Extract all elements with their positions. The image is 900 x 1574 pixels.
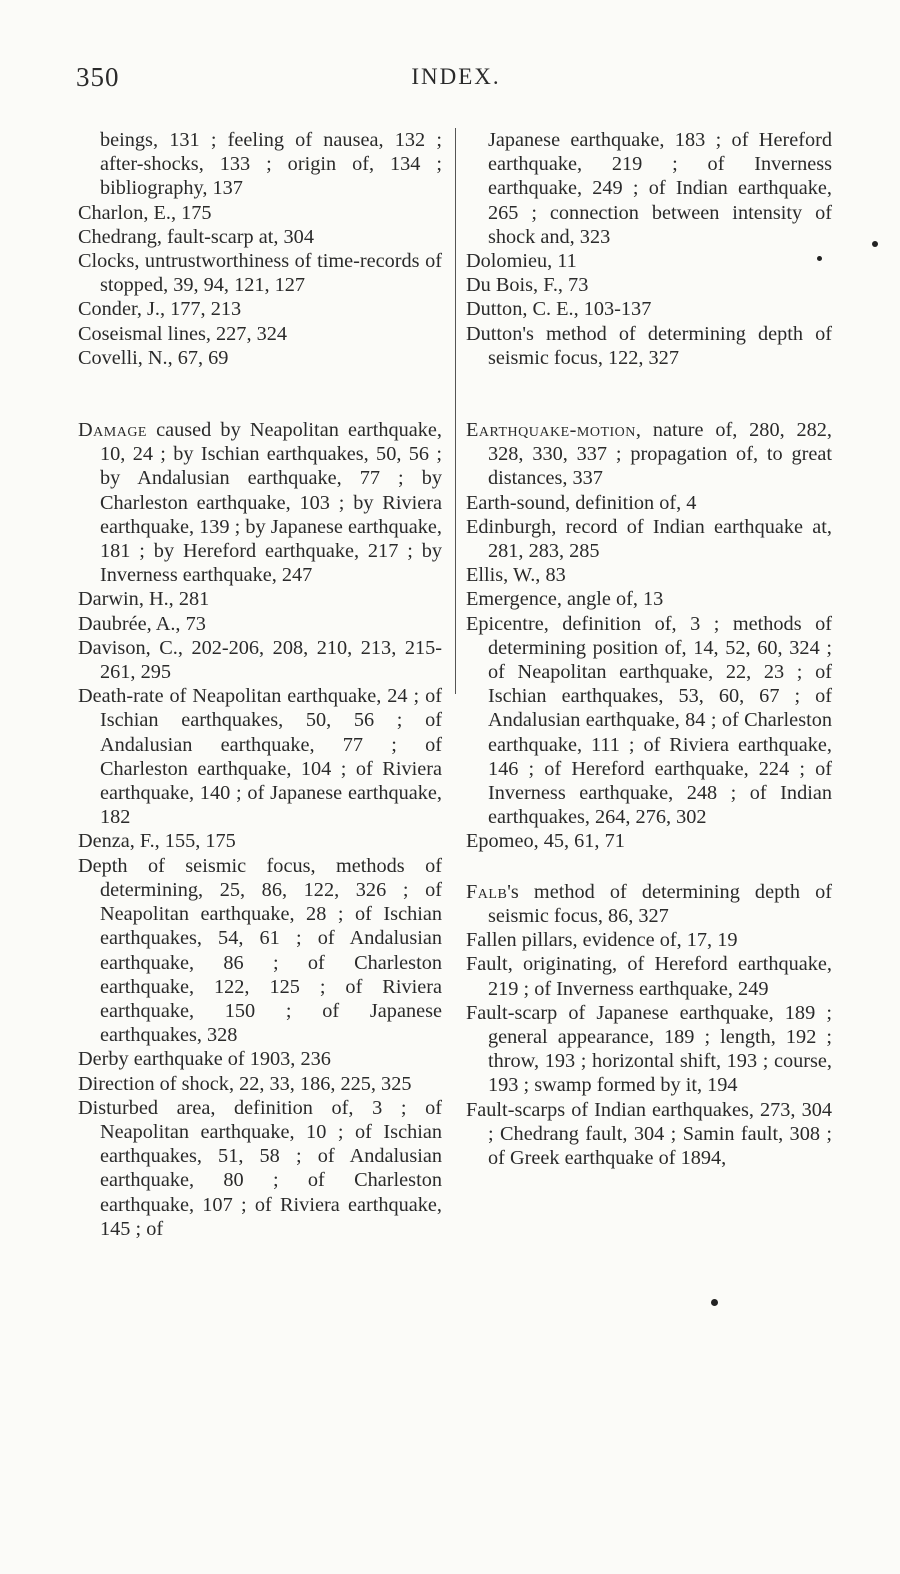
index-entry: Direction of shock, 22, 33, 186, 225, 325 xyxy=(78,1072,412,1095)
continuation-text: beings, 131 ; feeling of nausea, 132 ; after-shocks, 133 ; origin of, 134 ; bibliography, 137 xyxy=(100,129,442,200)
index-entry-falb xyxy=(466,880,832,928)
index-entry: Chedrang, fault-scarp at, 304 xyxy=(78,225,314,248)
entry-head: Falb xyxy=(466,880,508,903)
index-entry: Conder, J., 177, 213 xyxy=(78,298,242,321)
index-entry: Darwin, H., 281 xyxy=(78,588,210,611)
index-entry: Denza, F., 155, 175 xyxy=(78,830,236,853)
ink-speck-mark xyxy=(711,1299,718,1306)
index-entry: Fallen pillars, evidence of, 17, 19 xyxy=(466,929,738,952)
index-entry: Dolomieu, 11 xyxy=(466,250,577,273)
index-entry: Ellis, W., 83 xyxy=(466,564,566,587)
index-entry: Death-rate of Neapolitan earthquake, 24 ; of Ischian earthquakes, 50, 56 ; of Andalusian earthquake, 77 ; of Charleston earthquake, 104 ; of Riviera earthquake, 140 ; of Japanese earthquake, 182 xyxy=(78,685,442,829)
index-entry: Fault-scarp of Japanese earthquake, 189 ; general appearance, 189 ; length, 192 ; throw, 193 ; horizontal shift, 193 ; course, 193 ; swamp formed by it, 194 xyxy=(466,1001,832,1097)
entry-body: caused by Neapolitan earthquake, 10, 24 ; by Ischian earthquakes, 50, 56 ; by Andalusian earthquake, 77 ; by Charleston earthquake, 103 ; by Riviera earthquake, 139 ; by Japanese earthquake, 181 ; by Hereford earthquake, 217 ; by Inverness earthquake, 247 xyxy=(100,419,442,587)
ink-speck-mark xyxy=(872,241,878,247)
continuation-text: Japanese earthquake, 183 ; of Hereford earthquake, 219 ; of Inverness earthquake, 249 ; of Indian earthquake, 265 ; connection between intensity of shock and, 323 xyxy=(488,129,832,248)
index-entry: Disturbed area, definition of, 3 ; of Neapolitan earthquake, 10 ; of Ischian earthquakes, 51, 58 ; of Andalusian earthquake, 80 ; of Charleston earthquake, 107 ; of Riviera earthquake, 145 ; of xyxy=(78,1096,442,1240)
index-entry-earthquake-motion xyxy=(466,418,832,491)
entry-head: Earthquake-motion xyxy=(466,419,636,442)
index-entry: Coseismal lines, 227, 324 xyxy=(78,322,288,345)
index-entry: Dutton, C. E., 103-137 xyxy=(466,298,652,321)
section-gap xyxy=(466,854,832,880)
index-entry: Du Bois, F., 73 xyxy=(466,274,589,297)
index-entry: Earth-sound, definition of, 4 xyxy=(466,491,697,514)
index-entry: Dutton's method of determining depth of seismic focus, 122, 327 xyxy=(466,322,832,369)
entry-body: 's method of determining depth of seismic focus, 86, 327 xyxy=(488,880,832,927)
right-column xyxy=(466,128,832,1170)
left-column xyxy=(78,128,442,1241)
ink-speck-mark xyxy=(817,256,822,261)
running-head: INDEX. xyxy=(411,64,501,89)
index-entry: Fault, originating, of Hereford earthquake, 219 ; of Inverness earthquake, 249 xyxy=(466,953,832,1000)
index-entry: Daubrée, A., 73 xyxy=(78,612,206,635)
entry-head: Damage xyxy=(78,419,147,442)
index-entry: Emergence, angle of, 13 xyxy=(466,588,664,611)
index-entry: Edinburgh, record of Indian earthquake at, 281, 283, 285 xyxy=(466,515,832,563)
index-entry: Covelli, N., 67, 69 xyxy=(78,346,229,369)
page-number: 350 xyxy=(76,62,120,92)
index-entry: Depth of seismic focus, methods of determining, 25, 86, 122, 326 ; of Neapolitan earthquake, 28 ; of Ischian earthquakes, 54, 61 ; of Andalusian earthquake, 86 ; of Charleston earthquake, 122, 125 ; of Riviera earthquake, 150 ; of Japanese earthquakes, 328 xyxy=(78,854,442,1047)
index-entry: Clocks, untrustworthiness of time-records of stopped, 39, 94, 121, 127 xyxy=(78,250,442,297)
index-entry: Fault-scarps of Indian earthquakes, 273, 304 ; Chedrang fault, 304 ; Samin fault, 308 ; of Greek earthquake of 1894, xyxy=(466,1098,832,1169)
index-entry: Epicentre, definition of, 3 ; methods of determining position of, 14, 52, 60, 324 ; of Neapolitan earthquake, 22, 23 ; of Ischian earthquakes, 53, 60, 67 ; of Andalusian earthquake, 84 ; of Charleston earthquake, 111 ; of Riviera earthquake, 146 ; of Hereford earthquake, 224 ; of Inverness earthquake, 248 ; of Indian earthquakes, 264, 276, 302 xyxy=(466,612,832,829)
index-entry: Epomeo, 45, 61, 71 xyxy=(466,830,625,853)
index-entry-damage xyxy=(78,418,442,587)
section-gap xyxy=(78,370,442,418)
page-header xyxy=(76,62,836,102)
index-entry: Davison, C., 202-206, 208, 210, 213, 215-261, 295 xyxy=(78,636,442,684)
section-gap xyxy=(466,370,832,418)
entry-body: , nature of, 280, 282, 328, 330, 337 ; propagation of, to great distances, 337 xyxy=(488,419,832,490)
index-entry: Charlon, E., 175 xyxy=(78,201,212,224)
column-divider xyxy=(455,128,456,694)
index-entry: Derby earthquake of 1903, 236 xyxy=(78,1048,331,1071)
